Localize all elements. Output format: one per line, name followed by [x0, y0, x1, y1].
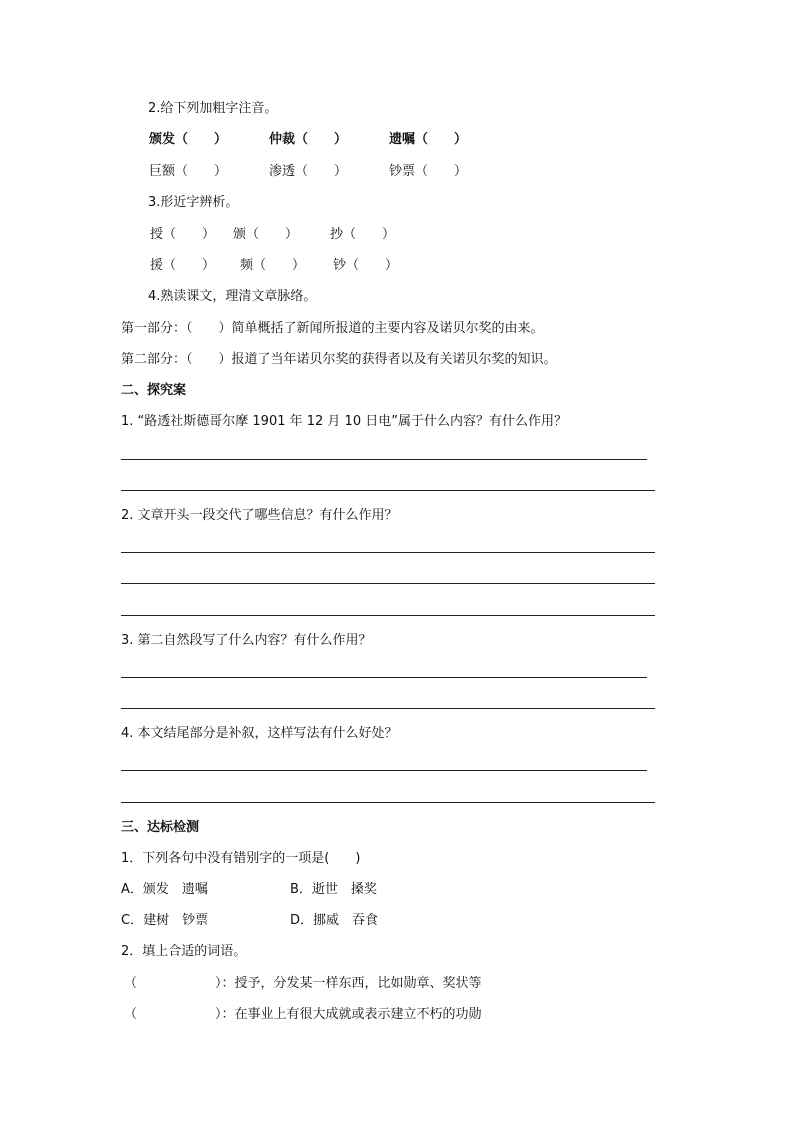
explore-q4: 4. 本文结尾部分是补叙，这样写法有什么好处？: [121, 726, 398, 741]
test-q1: 1．下列各句中没有错别字的一项是( ): [121, 851, 361, 866]
q3-item-4: 援（ ）: [150, 258, 216, 273]
q2-item-6: 钞票（ ）: [389, 164, 468, 179]
answer-line[interactable]: [121, 770, 647, 771]
explore-q1: 1. “路透社斯德哥尔摩 1901 年 12 月 10 日电”属于什么内容？有什么作用？: [121, 414, 567, 429]
q3-item-1: 授（ ）: [150, 227, 216, 242]
answer-line[interactable]: [121, 802, 655, 803]
q3-item-3: 抄（ ）: [330, 227, 396, 242]
q2-item-4: 巨额（ ）: [149, 164, 228, 179]
option-c: C．建树 钞票: [121, 913, 209, 928]
q4-title: 4.熟读课文，理清文章脉络。: [148, 289, 317, 304]
fill-blank-2: （ ）：在事业上有很大成就或表示建立不朽的功勋: [124, 1007, 482, 1022]
explore-q2: 2. 文章开头一段交代了哪些信息？有什么作用？: [121, 508, 398, 523]
q2-item-1: 颁发（ ）: [149, 132, 228, 147]
option-a: A．颁发 遗嘱: [121, 882, 208, 897]
q3-item-2: 颁（ ）: [233, 227, 299, 242]
explore-q3: 3. 第二自然段写了什么内容？有什么作用？: [121, 633, 372, 648]
q3-item-5: 频（ ）: [240, 258, 306, 273]
q2-title: 2.给下列加粗字注音。: [148, 101, 278, 116]
option-d: D．挪威 吞食: [290, 913, 379, 928]
answer-line[interactable]: [121, 583, 655, 584]
q2-item-3: 遗嘱（ ）: [389, 132, 468, 147]
part-two-summary: 第二部分：（ ）报道了当年诺贝尔奖的获得者以及有关诺贝尔奖的知识。: [121, 352, 557, 367]
q3-item-6: 钞（ ）: [333, 258, 399, 273]
answer-line[interactable]: [121, 677, 647, 678]
part-one-summary: 第一部分：（ ）简单概括了新闻所报道的主要内容及诺贝尔奖的由来。: [121, 321, 544, 336]
option-b: B．逝世 搡奖: [290, 882, 377, 897]
answer-line[interactable]: [121, 459, 647, 460]
fill-blank-1: （ ）：授予，分发某一样东西，比如勋章、奖状等: [124, 976, 482, 991]
section-3-heading: 三、达标检测: [121, 820, 200, 835]
q3-title: 3.形近字辨析。: [148, 195, 239, 210]
q2-item-5: 渗透（ ）: [269, 164, 348, 179]
answer-line[interactable]: [121, 490, 655, 491]
test-q2: 2．填上合适的词语。: [121, 944, 247, 959]
section-2-heading: 二、探究案: [121, 383, 187, 398]
q2-item-2: 仲裁（ ）: [269, 132, 348, 147]
answer-line[interactable]: [121, 615, 655, 616]
answer-line[interactable]: [121, 708, 655, 709]
answer-line[interactable]: [121, 552, 655, 553]
